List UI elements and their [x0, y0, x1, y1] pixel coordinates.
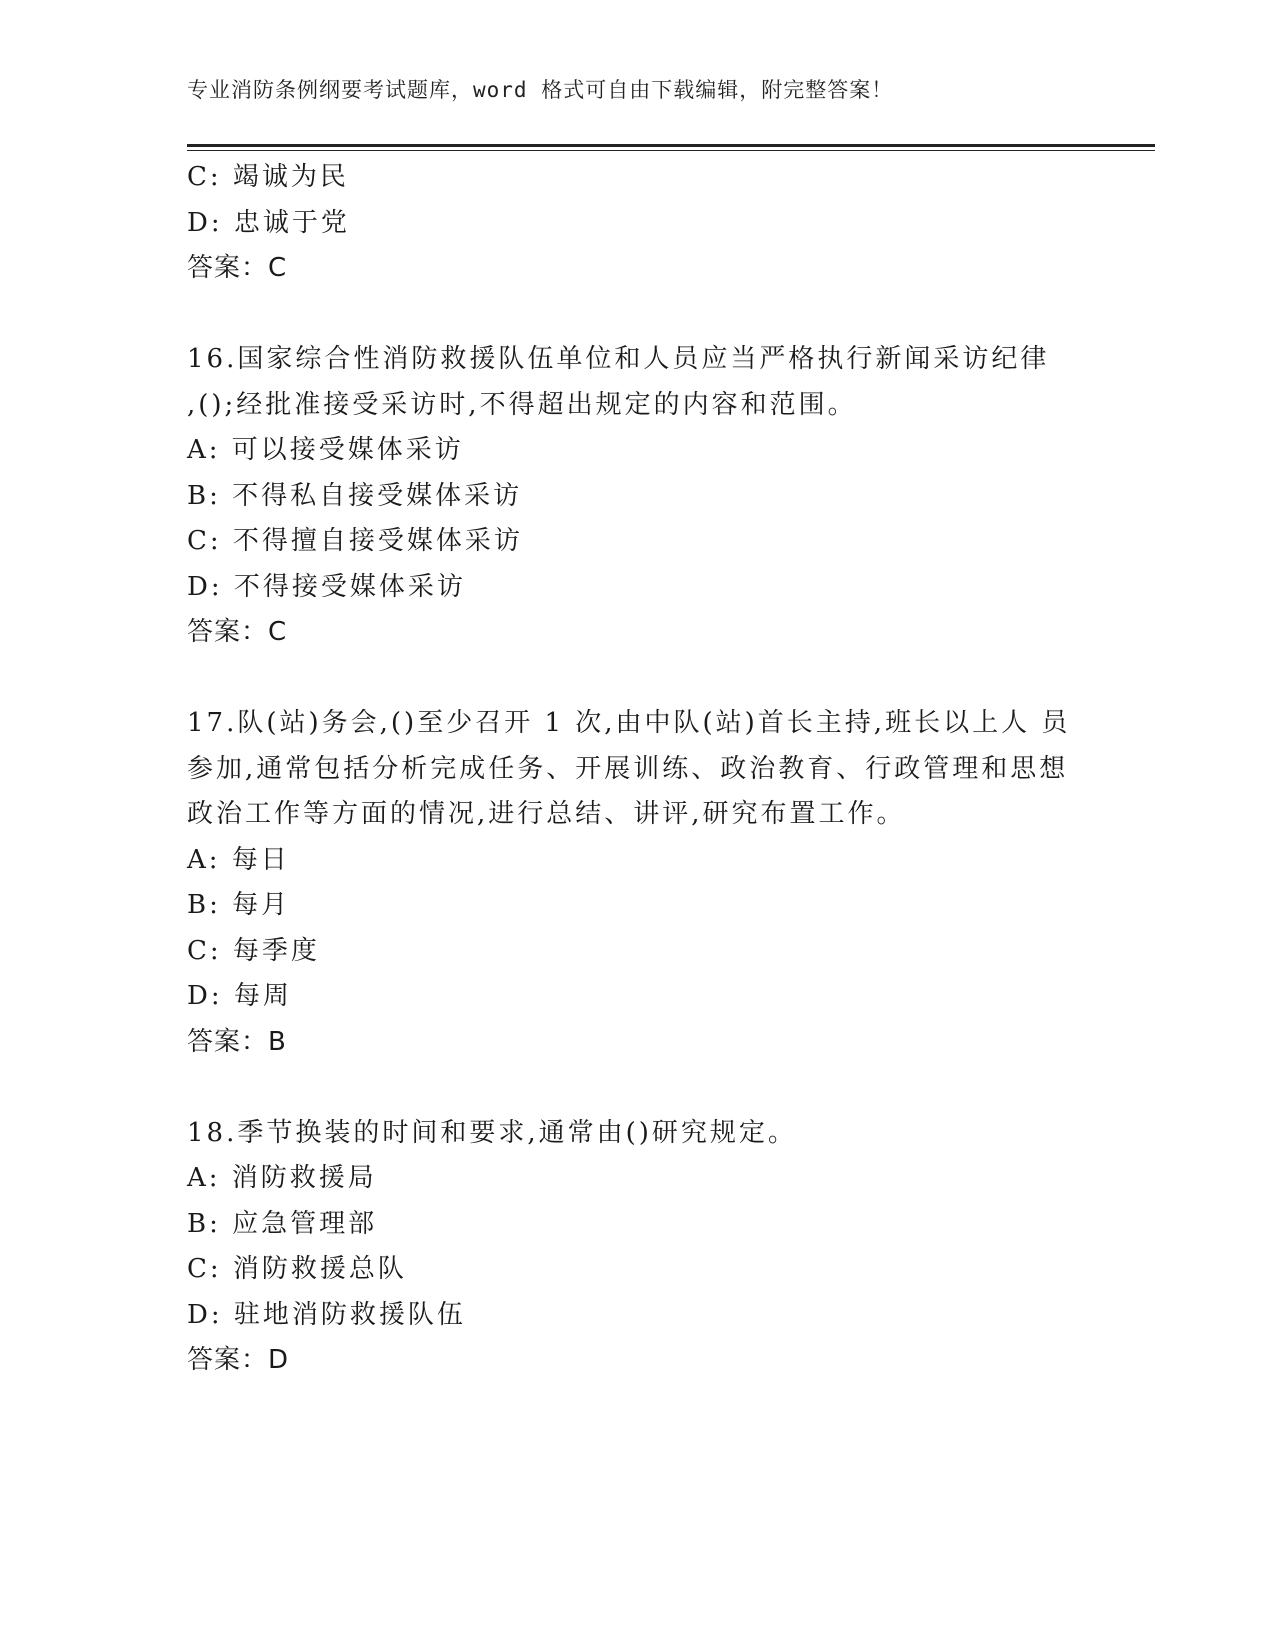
answer-line: 答案：C [187, 617, 288, 647]
question-16 [187, 337, 1087, 656]
spacer [187, 292, 1087, 338]
option-a: A: 每日 [187, 844, 290, 875]
answer-line: 答案：D [187, 1345, 290, 1375]
option-d: D: 驻地消防救援队伍 [187, 1299, 466, 1330]
option-b: B: 不得私自接受媒体采访 [187, 480, 523, 511]
option-c: C: 消防救援总队 [187, 1254, 407, 1284]
option-c: C: 每季度 [187, 935, 320, 966]
header-rule-thin [187, 150, 1155, 151]
option-a: A: 可以接受媒体采访 [187, 435, 464, 465]
question-text-line: 参加,通常包括分析完成任务、开展训练、政治教育、行政管理和思想 [187, 753, 1069, 784]
prev-question-block [187, 155, 1087, 292]
question-text-line: 16.国家综合性消防救援队伍单位和人员应当严格执行新闻采访纪律 [187, 344, 1050, 374]
question-text-line: ,();经批准接受采访时,不得超出规定的内容和范围。 [187, 389, 857, 420]
option-c: C: 不得擅自接受媒体采访 [187, 526, 523, 556]
option-d: D: 忠诚于党 [187, 207, 350, 238]
question-17 [187, 701, 1087, 1065]
answer-line: 答案：B [187, 1026, 287, 1057]
option-d: D: 不得接受媒体采访 [187, 571, 466, 602]
answer-line: 答案：C [187, 253, 288, 283]
spacer [187, 1065, 1087, 1111]
option-a: A: 消防救援局 [187, 1163, 377, 1193]
option-b: B: 每月 [187, 890, 291, 920]
question-text-line: 17.队(站)务会,()至少召开 1 次,由中队(站)首长主持,班长以上人 员 [187, 708, 1071, 738]
option-b: B: 应急管理部 [187, 1208, 378, 1239]
option-d: D: 每周 [187, 981, 292, 1011]
header-rule-thick [187, 144, 1155, 147]
option-c: C: 竭诚为民 [187, 162, 349, 192]
question-18 [187, 1111, 1087, 1384]
question-list [187, 155, 1087, 1384]
page-header: 专业消防条例纲要考试题库，word 格式可自由下载编辑，附完整答案！ [187, 78, 894, 102]
question-text-line: 政治工作等方面的情况,进行总结、讲评,研究布置工作。 [187, 799, 906, 829]
question-text-line: 18.季节换装的时间和要求,通常由()研究规定。 [187, 1117, 797, 1148]
spacer [187, 656, 1087, 702]
